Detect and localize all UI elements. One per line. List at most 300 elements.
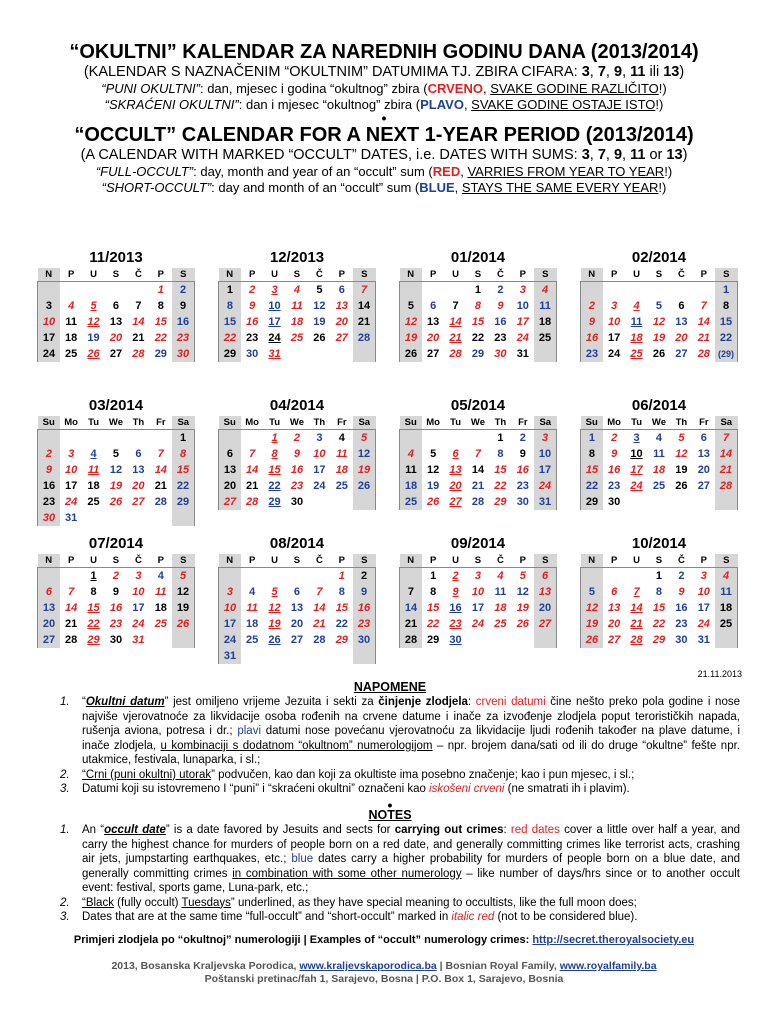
day-cell: 21 xyxy=(697,332,710,344)
day-cell: (29) xyxy=(715,346,737,362)
day-cell: 21 xyxy=(313,618,326,630)
day-cell: 6 xyxy=(452,448,459,460)
day-cell: 4 xyxy=(90,448,97,460)
day-cell: 30 xyxy=(608,496,621,508)
weekday-header: Su xyxy=(581,416,603,430)
day-cell: 12 xyxy=(313,300,326,312)
day-cell: 29 xyxy=(471,348,485,360)
day-cell: 24 xyxy=(471,618,485,630)
day-cell: 15 xyxy=(87,602,100,614)
month-table xyxy=(218,268,376,362)
day-cell: 19 xyxy=(675,464,688,476)
day-cell: 25 xyxy=(87,496,100,508)
day-cell: 28 xyxy=(353,330,375,346)
empty-cell xyxy=(353,494,375,510)
day-cell: 6 xyxy=(219,446,241,462)
day-cell: 16 xyxy=(675,602,688,614)
day-cell: 25 xyxy=(154,618,167,630)
day-cell: 17 xyxy=(608,332,621,344)
day-cell: 29 xyxy=(494,496,507,508)
day-cell: 18 xyxy=(290,316,304,328)
day-cell: 4 xyxy=(157,570,164,582)
week-row xyxy=(581,314,738,330)
day-cell: 15 xyxy=(335,602,348,614)
week-row xyxy=(581,346,738,362)
notes-en-heading: NOTES xyxy=(368,808,412,822)
day-cell: 17 xyxy=(516,316,529,328)
month-title: 06/2014 xyxy=(631,397,687,414)
weekday-header: Sa xyxy=(353,416,375,430)
day-cell: 5 xyxy=(678,432,685,444)
day-cell: 15 xyxy=(268,464,281,476)
footer xyxy=(0,960,768,986)
day-cell: 11 xyxy=(653,448,665,460)
day-cell: 20 xyxy=(290,618,304,630)
day-cell: 2 xyxy=(678,570,685,582)
day-cell: 15 xyxy=(154,316,167,328)
week-row xyxy=(219,568,376,585)
day-cell: 25 xyxy=(534,330,556,346)
day-cell: 14 xyxy=(353,298,375,314)
day-cell: 11 xyxy=(715,584,737,600)
day-cell: 27 xyxy=(449,496,462,508)
day-cell: 28 xyxy=(246,496,259,508)
weekday-header: Th xyxy=(670,416,692,430)
day-cell: 11 xyxy=(534,298,556,314)
weekday-header: P xyxy=(422,554,444,568)
day-cell: 16 xyxy=(109,602,123,614)
calendar-grid xyxy=(37,248,737,668)
day-cell: 22 xyxy=(87,618,100,630)
day-cell: 3 xyxy=(316,432,323,444)
empty-cell xyxy=(38,568,60,585)
week-row xyxy=(38,616,195,632)
day-cell: 20 xyxy=(427,332,440,344)
day-cell: 22 xyxy=(335,618,348,630)
day-cell: 1 xyxy=(338,570,345,582)
day-cell: 23 xyxy=(246,332,259,344)
day-cell: 11 xyxy=(65,316,77,328)
day-cell: 21 xyxy=(400,616,422,632)
empty-cell xyxy=(603,282,625,299)
day-cell: 9 xyxy=(519,448,526,460)
week-row xyxy=(219,632,376,648)
day-cell: 2 xyxy=(293,432,301,444)
day-cell: 27 xyxy=(534,616,556,632)
day-cell: 24 xyxy=(697,618,710,630)
empty-cell xyxy=(127,282,149,299)
day-cell: 11 xyxy=(336,448,348,460)
week-row xyxy=(581,478,738,494)
day-cell: 2 xyxy=(581,298,603,314)
note-en-1: 1. An “occult date” is a date favored by Jesuits and sects for carrying out crimes: red dates cover a little over half a year, and carry the highest chance for murders of people born on a red date, and generally committing crimes like terrorist acts, crashing air jets, jumpstarting earthquakes, etc.; blue dates carry a higher probability for murders of people born on a blue date, and generally committing crimes in combination with some other numerology – like number of days/hrs since or to another occult event: festival, sports game, Luna-park, etc.; xyxy=(60,824,741,894)
month-title: 05/2014 xyxy=(450,397,506,414)
day-cell: 26 xyxy=(675,480,688,492)
day-cell: 26 xyxy=(516,618,529,630)
day-cell: 31 xyxy=(697,634,710,646)
week-row xyxy=(400,314,557,330)
day-cell: 6 xyxy=(38,584,60,600)
day-cell: 26 xyxy=(581,632,603,648)
day-cell: 4 xyxy=(534,282,556,299)
weekday-header: Č xyxy=(489,554,511,568)
day-cell: 8 xyxy=(655,586,663,598)
weekday-header: We xyxy=(648,416,670,430)
day-cell: 16 xyxy=(38,478,60,494)
day-cell: 16 xyxy=(290,464,304,476)
day-cell: 4 xyxy=(293,284,301,296)
day-cell: 9 xyxy=(112,586,120,598)
month-04-2014 xyxy=(218,396,376,510)
weekday-header: Su xyxy=(219,416,241,430)
week-row xyxy=(400,584,557,600)
empty-cell xyxy=(38,430,60,447)
day-cell: 22 xyxy=(268,480,281,492)
day-cell: 25 xyxy=(335,480,348,492)
weekday-header: Č xyxy=(308,268,330,282)
empty-cell xyxy=(512,632,534,648)
day-cell: 3 xyxy=(68,448,75,460)
day-cell: 9 xyxy=(497,300,504,312)
empty-cell xyxy=(625,568,647,585)
weekday-header: P xyxy=(331,554,353,568)
day-cell: 8 xyxy=(581,446,603,462)
day-cell: 22 xyxy=(427,618,440,630)
day-cell: 13 xyxy=(534,584,556,600)
week-row xyxy=(219,648,376,664)
day-cell: 20 xyxy=(697,464,710,476)
day-cell: 23 xyxy=(290,480,304,492)
week-row xyxy=(581,330,738,346)
month-table xyxy=(580,268,738,362)
week-row xyxy=(38,568,195,585)
day-cell: 16 xyxy=(608,464,621,476)
day-cell: 13 xyxy=(109,316,123,328)
day-cell: 11 xyxy=(87,464,100,476)
month-title: 12/2013 xyxy=(269,249,325,266)
empty-cell xyxy=(581,282,603,299)
empty-cell xyxy=(82,282,104,299)
day-cell: 7 xyxy=(68,586,75,598)
day-cell: 29 xyxy=(581,494,603,510)
examples-line: Primjeri zlodjela po “okultnoj” numerologiji | Examples of “occult” numerology crimes: http://secret.theroyalsociety.eu xyxy=(73,934,695,946)
day-cell: 13 xyxy=(697,448,710,460)
day-cell: 21 xyxy=(154,480,167,492)
month-08-2014 xyxy=(218,534,376,664)
day-cell: 3 xyxy=(534,430,556,447)
day-cell: 31 xyxy=(268,348,281,360)
week-row xyxy=(400,568,557,585)
day-cell: 24 xyxy=(534,478,556,494)
day-cell: 18 xyxy=(335,464,348,476)
month-title: 11/2013 xyxy=(89,249,143,266)
day-cell: 9 xyxy=(452,586,459,598)
day-cell: 1 xyxy=(474,284,482,296)
week-row xyxy=(581,616,738,632)
empty-cell xyxy=(38,282,60,299)
day-cell: 26 xyxy=(353,478,375,494)
empty-cell xyxy=(625,282,647,299)
day-cell: 11 xyxy=(155,586,167,598)
day-cell: 1 xyxy=(430,570,437,582)
day-cell: 1 xyxy=(271,432,278,444)
examples-link[interactable]: http://secret.theroyalsociety.eu xyxy=(532,934,695,946)
day-cell: 10 xyxy=(38,314,60,330)
day-cell: 4 xyxy=(400,446,422,462)
week-row xyxy=(581,584,738,600)
day-cell: 23 xyxy=(581,346,603,362)
day-cell: 3 xyxy=(700,570,707,582)
day-cell: 14 xyxy=(715,446,737,462)
day-cell: 18 xyxy=(630,332,643,344)
day-cell: 23 xyxy=(353,616,375,632)
day-cell: 12 xyxy=(675,448,688,460)
weekday-header: S xyxy=(534,554,556,568)
day-cell: 30 xyxy=(172,346,194,362)
day-cell: 29 xyxy=(652,634,666,646)
day-cell: 5 xyxy=(112,448,120,460)
weekday-header: S xyxy=(648,554,670,568)
day-cell: 2 xyxy=(497,284,504,296)
day-cell: 30 xyxy=(516,496,529,508)
day-cell: 28 xyxy=(154,496,167,508)
weekday-header: U xyxy=(263,554,285,568)
weekday-header: Mo xyxy=(241,416,263,430)
day-cell: 1 xyxy=(655,570,663,582)
weekday-header: N xyxy=(581,554,603,568)
day-cell: 6 xyxy=(611,586,618,598)
header xyxy=(0,40,768,196)
weekday-header: S xyxy=(105,554,127,568)
footer-line-1: 2013, Bosanska Kraljevska Porodica, www.kraljevskaporodica.ba | Bosnian Royal Family, www.royalfamily.ba xyxy=(111,960,657,972)
weekday-header: Č xyxy=(308,554,330,568)
day-cell: 19 xyxy=(87,332,100,344)
day-cell: 3 xyxy=(474,570,482,582)
day-cell: 11 xyxy=(400,462,422,478)
day-cell: 5 xyxy=(655,300,663,312)
week-row xyxy=(219,430,376,447)
day-cell: 15 xyxy=(471,316,485,328)
weekday-header: We xyxy=(467,416,489,430)
empty-cell xyxy=(603,568,625,585)
empty-cell xyxy=(241,648,263,664)
empty-cell xyxy=(60,282,82,299)
empty-cell xyxy=(219,430,241,447)
day-cell: 18 xyxy=(715,600,737,616)
day-cell: 3 xyxy=(38,298,60,314)
royalfamily-link[interactable]: www.royalfamily.ba xyxy=(559,960,657,972)
day-cell: 28 xyxy=(697,348,710,360)
day-cell: 10 xyxy=(219,600,241,616)
day-cell: 8 xyxy=(474,300,482,312)
weekday-header: Su xyxy=(38,416,60,430)
month-09-2014 xyxy=(399,534,557,648)
day-cell: 7 xyxy=(249,448,256,460)
month-06-2014 xyxy=(580,396,738,510)
empty-cell xyxy=(172,510,194,526)
day-cell: 26 xyxy=(172,616,194,632)
day-cell: 13 xyxy=(608,602,621,614)
day-cell: 4 xyxy=(715,568,737,585)
day-cell: 21 xyxy=(353,314,375,330)
day-cell: 7 xyxy=(700,300,707,312)
day-cell: 9 xyxy=(353,584,375,600)
day-cell: 27 xyxy=(427,348,440,360)
day-cell: 26 xyxy=(313,332,326,344)
month-table xyxy=(580,416,738,510)
day-cell: 23 xyxy=(449,618,462,630)
day-cell: 26 xyxy=(400,346,422,362)
day-cell: 17 xyxy=(534,462,556,478)
empty-cell xyxy=(670,282,692,299)
empty-cell xyxy=(331,648,353,664)
day-cell: 28 xyxy=(65,634,78,646)
day-cell: 31 xyxy=(65,512,78,524)
empty-cell xyxy=(400,568,422,585)
day-cell: 29 xyxy=(219,346,241,362)
note-bs-2: 2. “Crni (puni okultni) utorak” podvučen, kao dan koji za okultiste ima posebno značenje; kao i pun mjesec, i sl.; xyxy=(60,768,635,781)
week-row xyxy=(38,430,195,447)
note-en-3: 3. Dates that are at the same time “full-occult” and “short-occult” marked in italic red (not to be considered blue). xyxy=(60,911,638,923)
weekday-header: S xyxy=(286,268,308,282)
week-row xyxy=(581,462,738,478)
day-cell: 13 xyxy=(449,464,462,476)
day-cell: 7 xyxy=(474,448,482,460)
day-cell: 25 xyxy=(290,332,304,344)
day-cell: 24 xyxy=(219,632,241,648)
day-cell: 28 xyxy=(449,348,462,360)
day-cell: 23 xyxy=(494,332,507,344)
week-row xyxy=(400,282,557,299)
weekday-header: Su xyxy=(400,416,422,430)
weekday-header: P xyxy=(241,554,263,568)
day-cell: 3 xyxy=(519,284,526,296)
empty-cell xyxy=(286,648,308,664)
week-row xyxy=(219,616,376,632)
week-row xyxy=(219,314,376,330)
day-cell: 8 xyxy=(430,586,437,598)
week-row xyxy=(400,346,557,362)
empty-cell xyxy=(105,282,127,299)
month-table xyxy=(218,554,376,664)
month-12-2013 xyxy=(218,248,376,362)
week-row xyxy=(219,478,376,494)
weekday-header: S xyxy=(715,554,737,568)
day-cell: 25 xyxy=(494,618,507,630)
day-cell: 14 xyxy=(313,602,326,614)
empty-cell xyxy=(422,430,444,447)
weekday-header: P xyxy=(603,554,625,568)
day-cell: 30 xyxy=(353,632,375,648)
day-cell: 14 xyxy=(65,602,78,614)
day-cell: 14 xyxy=(471,464,485,476)
day-cell: 26 xyxy=(87,348,100,360)
day-cell: 25 xyxy=(246,634,259,646)
weekday-header: N xyxy=(400,554,422,568)
empty-cell xyxy=(534,632,556,648)
week-row xyxy=(219,282,376,299)
weekday-header: Tu xyxy=(82,416,104,430)
day-cell: 29 xyxy=(268,496,281,508)
kraljevskaporodica-link[interactable]: www.kraljevskaporodica.ba xyxy=(299,960,437,972)
weekday-header: U xyxy=(625,268,647,282)
weekday-header: N xyxy=(219,554,241,568)
day-cell: 22 xyxy=(219,330,241,346)
day-cell: 21 xyxy=(630,618,643,630)
day-cell: 8 xyxy=(172,446,194,462)
day-cell: 10 xyxy=(132,586,145,598)
day-cell: 3 xyxy=(271,284,278,296)
day-cell: 27 xyxy=(697,480,710,492)
week-row xyxy=(581,494,738,510)
empty-cell xyxy=(444,282,466,299)
empty-cell xyxy=(648,282,670,299)
day-cell: 29 xyxy=(172,494,194,510)
day-cell: 13 xyxy=(219,462,241,478)
empty-cell xyxy=(331,346,353,362)
day-cell: 29 xyxy=(335,634,348,646)
weekday-header: U xyxy=(82,554,104,568)
weekday-header: P xyxy=(150,268,172,282)
day-cell: 5 xyxy=(90,300,97,312)
weekday-header: P xyxy=(512,554,534,568)
notes-bs xyxy=(40,680,740,813)
month-title: 07/2014 xyxy=(88,535,144,552)
empty-cell xyxy=(150,430,172,447)
day-cell: 23 xyxy=(516,480,529,492)
day-cell: 18 xyxy=(65,332,78,344)
day-cell: 1 xyxy=(90,570,97,582)
day-cell: 19 xyxy=(652,332,666,344)
empty-cell xyxy=(127,510,149,526)
short-occult-en: “SHORT-OCCULT”: day and month of an “occult” sum (BLUE, STAYS THE SAME EVERY YEAR!) xyxy=(101,180,667,195)
empty-cell xyxy=(715,632,737,648)
day-cell: 6 xyxy=(112,300,120,312)
week-row xyxy=(38,510,195,526)
day-cell: 24 xyxy=(38,346,60,362)
day-cell: 12 xyxy=(652,316,666,328)
week-row xyxy=(400,600,557,616)
separator-bullet: • xyxy=(387,796,393,813)
note-bs-3: 3. Datumi koji su istovremeno I “puni” i “skraćeni okultni” označeni kao iskošeni crveni (ne smatrati ih i plavim). xyxy=(60,783,630,795)
day-cell: 10 xyxy=(65,464,78,476)
day-cell: 21 xyxy=(449,332,462,344)
day-cell: 5 xyxy=(519,570,526,582)
day-cell: 22 xyxy=(652,618,666,630)
month-table xyxy=(580,554,738,648)
day-cell: 16 xyxy=(353,600,375,616)
day-cell: 8 xyxy=(157,300,164,312)
week-row xyxy=(400,494,557,510)
month-table xyxy=(399,268,557,362)
week-row xyxy=(400,616,557,632)
week-row xyxy=(219,462,376,478)
empty-cell xyxy=(219,568,241,585)
day-cell: 20 xyxy=(608,618,621,630)
day-cell: 10 xyxy=(630,448,643,460)
day-cell: 18 xyxy=(494,602,507,614)
weekday-header: U xyxy=(444,268,466,282)
day-cell: 17 xyxy=(630,464,643,476)
day-cell: 26 xyxy=(652,348,666,360)
weekday-header: We xyxy=(105,416,127,430)
day-cell: 12 xyxy=(353,446,375,462)
day-cell: 10 xyxy=(471,586,485,598)
week-row xyxy=(219,494,376,510)
subtitle-en: (A CALENDAR WITH MARKED “OCCULT” DATES, i.e. DATES WITH SUMS: 3, 7, 9, 11 or 13) xyxy=(80,147,688,163)
day-cell: 25 xyxy=(400,494,422,510)
empty-cell xyxy=(693,494,715,510)
